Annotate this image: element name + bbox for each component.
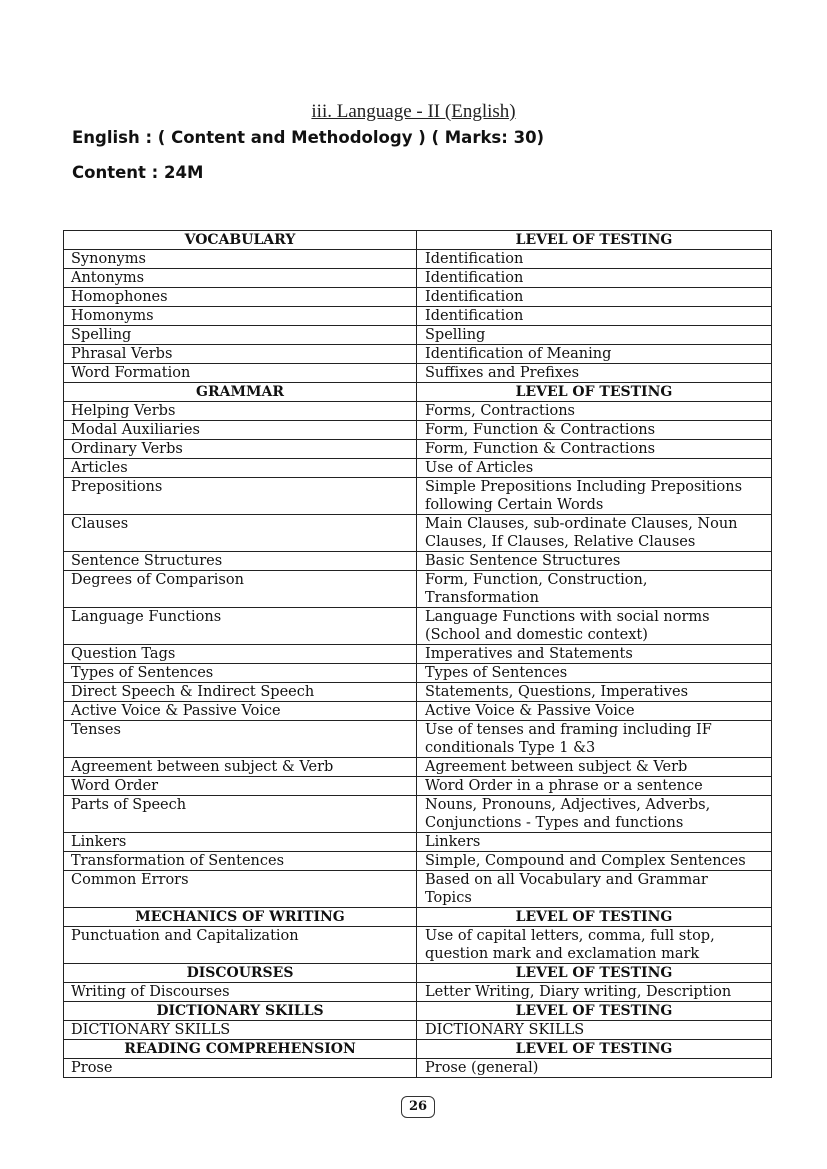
section-title: MECHANICS OF WRITING <box>64 908 417 927</box>
level-cell <box>417 683 772 702</box>
level-line: Form, Function, Construction, <box>425 572 648 588</box>
table-row <box>64 721 772 758</box>
section-subheading: English : ( Content and Methodology ) ( Marks: 30) <box>72 128 545 147</box>
table-row <box>64 364 772 383</box>
level-line: Letter Writing, Diary writing, Description <box>425 984 732 1000</box>
level-cell <box>417 402 772 421</box>
level-cell <box>417 250 772 269</box>
level-line: Clauses, If Clauses, Relative Clauses <box>425 534 696 550</box>
table-row <box>64 288 772 307</box>
table-section-header <box>64 383 772 402</box>
table-row <box>64 459 772 478</box>
level-cell <box>417 796 772 833</box>
level-cell <box>417 664 772 683</box>
table-row <box>64 777 772 796</box>
table-row <box>64 683 772 702</box>
level-line: Prose (general) <box>425 1060 539 1076</box>
table-row <box>64 571 772 608</box>
level-line: Nouns, Pronouns, Adjectives, Adverbs, <box>425 797 711 813</box>
level-line: Topics <box>425 890 472 906</box>
level-cell <box>417 927 772 964</box>
level-cell <box>417 440 772 459</box>
level-of-testing-header: LEVEL OF TESTING <box>417 1002 772 1021</box>
table-row <box>64 927 772 964</box>
topic-cell: Word Order <box>64 777 417 796</box>
level-line: Identification <box>425 270 524 286</box>
level-cell <box>417 1059 772 1078</box>
level-line: Forms, Contractions <box>425 403 575 419</box>
table-row <box>64 402 772 421</box>
table-row <box>64 421 772 440</box>
level-line: Use of tenses and framing including IF <box>425 722 712 738</box>
topic-cell: Word Formation <box>64 364 417 383</box>
level-of-testing-header: LEVEL OF TESTING <box>417 964 772 983</box>
topic-cell: Spelling <box>64 326 417 345</box>
level-cell <box>417 307 772 326</box>
level-cell <box>417 345 772 364</box>
level-line: Agreement between subject & Verb <box>425 759 688 775</box>
level-line: conditionals Type 1 &3 <box>425 740 596 756</box>
content-marks: Content : 24M <box>72 163 204 182</box>
topic-cell: Antonyms <box>64 269 417 288</box>
level-cell <box>417 288 772 307</box>
section-title: GRAMMAR <box>64 383 417 402</box>
topic-cell: Helping Verbs <box>64 402 417 421</box>
level-line: Identification of Meaning <box>425 346 612 362</box>
level-of-testing-header: LEVEL OF TESTING <box>417 383 772 402</box>
topic-cell: Parts of Speech <box>64 796 417 833</box>
topic-cell: Synonyms <box>64 250 417 269</box>
topic-cell: Phrasal Verbs <box>64 345 417 364</box>
level-cell <box>417 721 772 758</box>
level-of-testing-header: LEVEL OF TESTING <box>417 231 772 250</box>
table-section-header <box>64 908 772 927</box>
topic-cell: Common Errors <box>64 871 417 908</box>
topic-cell: Linkers <box>64 833 417 852</box>
level-line: Identification <box>425 308 524 324</box>
level-cell <box>417 478 772 515</box>
level-cell <box>417 777 772 796</box>
topic-cell: Articles <box>64 459 417 478</box>
level-line: Linkers <box>425 834 481 850</box>
topic-cell: Degrees of Comparison <box>64 571 417 608</box>
table-row <box>64 478 772 515</box>
level-cell <box>417 515 772 552</box>
level-cell <box>417 833 772 852</box>
level-cell <box>417 326 772 345</box>
topic-cell: DICTIONARY SKILLS <box>64 1021 417 1040</box>
topic-cell: Agreement between subject & Verb <box>64 758 417 777</box>
table-row <box>64 269 772 288</box>
topic-cell: Punctuation and Capitalization <box>64 927 417 964</box>
level-line: Identification <box>425 289 524 305</box>
topic-cell: Sentence Structures <box>64 552 417 571</box>
table-row <box>64 326 772 345</box>
level-line: following Certain Words <box>425 497 604 513</box>
level-line: (School and domestic context) <box>425 627 648 643</box>
topic-cell: Prose <box>64 1059 417 1078</box>
syllabus-table <box>63 230 772 1078</box>
table-row <box>64 307 772 326</box>
syllabus-table-body <box>64 231 772 1078</box>
level-line: Simple, Compound and Complex Sentences <box>425 853 746 869</box>
topic-cell: Prepositions <box>64 478 417 515</box>
table-row <box>64 645 772 664</box>
table-row <box>64 608 772 645</box>
table-row <box>64 515 772 552</box>
level-line: Use of capital letters, comma, full stop, <box>425 928 715 944</box>
level-cell <box>417 364 772 383</box>
topic-cell: Active Voice & Passive Voice <box>64 702 417 721</box>
level-line: question mark and exclamation mark <box>425 946 700 962</box>
table-row <box>64 440 772 459</box>
section-title: DICTIONARY SKILLS <box>64 1002 417 1021</box>
topic-cell: Types of Sentences <box>64 664 417 683</box>
level-line: Statements, Questions, Imperatives <box>425 684 689 700</box>
table-section-header <box>64 231 772 250</box>
level-cell <box>417 758 772 777</box>
page-heading: iii. Language - II (English) <box>311 101 516 122</box>
level-line: Form, Function & Contractions <box>425 441 656 457</box>
page-number: 26 <box>401 1096 435 1118</box>
level-cell <box>417 702 772 721</box>
table-row <box>64 758 772 777</box>
level-line: Use of Articles <box>425 460 534 476</box>
section-title: DISCOURSES <box>64 964 417 983</box>
table-row <box>64 250 772 269</box>
topic-cell: Writing of Discourses <box>64 983 417 1002</box>
topic-cell: Clauses <box>64 515 417 552</box>
table-row <box>64 983 772 1002</box>
level-cell <box>417 871 772 908</box>
topic-cell: Question Tags <box>64 645 417 664</box>
level-line: Active Voice & Passive Voice <box>425 703 635 719</box>
table-section-header <box>64 964 772 983</box>
level-line: DICTIONARY SKILLS <box>425 1022 585 1038</box>
table-row <box>64 852 772 871</box>
level-line: Imperatives and Statements <box>425 646 633 662</box>
level-line: Form, Function & Contractions <box>425 422 656 438</box>
table-section-header <box>64 1002 772 1021</box>
table-row <box>64 833 772 852</box>
section-title: READING COMPREHENSION <box>64 1040 417 1059</box>
level-cell <box>417 421 772 440</box>
level-cell <box>417 852 772 871</box>
level-cell <box>417 1021 772 1040</box>
table-row <box>64 345 772 364</box>
topic-cell: Transformation of Sentences <box>64 852 417 871</box>
level-of-testing-header: LEVEL OF TESTING <box>417 908 772 927</box>
section-title: VOCABULARY <box>64 231 417 250</box>
level-line: Main Clauses, sub-ordinate Clauses, Noun <box>425 516 738 532</box>
table-row <box>64 702 772 721</box>
topic-cell: Homophones <box>64 288 417 307</box>
level-cell <box>417 269 772 288</box>
topic-cell: Homonyms <box>64 307 417 326</box>
level-cell <box>417 608 772 645</box>
level-line: Types of Sentences <box>425 665 568 681</box>
table-section-header <box>64 1040 772 1059</box>
level-cell <box>417 571 772 608</box>
topic-cell: Tenses <box>64 721 417 758</box>
level-line: Basic Sentence Structures <box>425 553 621 569</box>
topic-cell: Modal Auxiliaries <box>64 421 417 440</box>
table-row <box>64 871 772 908</box>
level-of-testing-header: LEVEL OF TESTING <box>417 1040 772 1059</box>
level-line: Conjunctions - Types and functions <box>425 815 684 831</box>
level-line: Transformation <box>425 590 539 606</box>
table-row <box>64 552 772 571</box>
level-line: Word Order in a phrase or a sentence <box>425 778 703 794</box>
topic-cell: Direct Speech & Indirect Speech <box>64 683 417 702</box>
level-cell <box>417 459 772 478</box>
topic-cell: Language Functions <box>64 608 417 645</box>
level-line: Suffixes and Prefixes <box>425 365 580 381</box>
level-line: Spelling <box>425 327 486 343</box>
level-line: Identification <box>425 251 524 267</box>
level-line: Based on all Vocabulary and Grammar <box>425 872 708 888</box>
level-line: Language Functions with social norms <box>425 609 710 625</box>
table-row <box>64 796 772 833</box>
topic-cell: Ordinary Verbs <box>64 440 417 459</box>
table-row <box>64 1059 772 1078</box>
table-row <box>64 1021 772 1040</box>
level-cell <box>417 645 772 664</box>
level-line: Simple Prepositions Including Prepositions <box>425 479 743 495</box>
level-cell <box>417 552 772 571</box>
table-row <box>64 664 772 683</box>
level-cell <box>417 983 772 1002</box>
